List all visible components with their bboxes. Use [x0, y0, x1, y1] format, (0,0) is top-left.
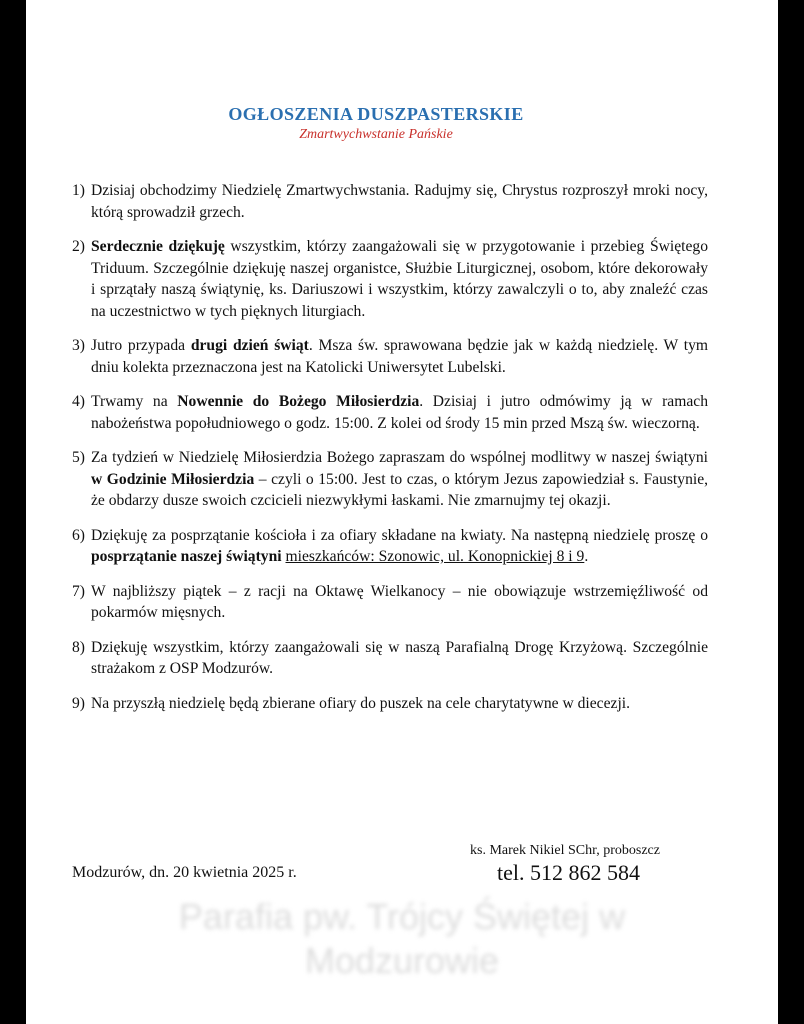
text-segment: Za tydzień w Niedzielę Miłosierdzia Bożego zapraszam do wspólnej modlitwy w naszej świątyni — [91, 449, 708, 466]
announcement-item — [72, 391, 708, 434]
announcement-text — [91, 525, 708, 568]
announcement-text — [91, 335, 708, 378]
phone-number: tel. 512 862 584 — [497, 860, 640, 885]
announcement-number: 4) — [72, 393, 85, 410]
announcement-item — [72, 180, 708, 223]
announcement-number: 2) — [72, 238, 85, 255]
announcement-number: 5) — [72, 449, 85, 466]
text-segment: Dzisiaj obchodzimy Niedzielę Zmartwychwstania. Radujmy się, Chrystus rozproszył mroki nocy, którą sprowadził grzech. — [91, 182, 708, 221]
announcement-item — [72, 335, 708, 378]
watermark-line-1: Parafia pw. Trójcy Świętej w — [178, 896, 626, 937]
text-segment: Trwamy na — [91, 393, 178, 410]
page-subtitle: Zmartwychwstanie Pańskie — [299, 127, 453, 142]
underlined-text: mieszkańców: Szonowic, ul. Konopnickiej 8 i 9 — [285, 548, 585, 565]
signature: ks. Marek Nikiel SChr, proboszcz — [470, 843, 660, 858]
text-segment: Na przyszłą niedzielę będą zbierane ofiary do puszek na cele charytatywne w diecezji. — [91, 694, 631, 712]
text-segment: . — [584, 548, 589, 565]
text-segment: Jutro przypada — [91, 337, 191, 354]
bold-text: w Godzinie Miłosierdzia — [91, 470, 255, 488]
announcement-item — [72, 693, 708, 715]
page-title: OGŁOSZENIA DUSZPASTERSKIE — [228, 104, 524, 124]
announcement-text — [91, 236, 708, 322]
announcement-item — [72, 447, 708, 512]
bold-text: posprzątanie naszej świątyni — [91, 548, 282, 565]
text-segment: . Msza św. sprawowana będzie jak w każdą niedzielę. W tym dniu kolekta przeznaczona jest na Katolicki Uniwersytet Lubelski. — [91, 337, 708, 376]
announcement-text — [91, 637, 708, 680]
bold-text: drugi dzień świąt — [190, 337, 309, 354]
announcement-text — [91, 391, 708, 434]
announcement-item — [72, 581, 708, 624]
text-segment: Dziękuję za posprzątanie kościoła i za ofiary składane na kwiaty. Na następną niedzielę proszę o — [91, 526, 708, 544]
announcement-text — [91, 581, 708, 624]
announcement-number: 9) — [72, 694, 85, 712]
bold-text: Serdecznie dziękuję — [91, 238, 225, 255]
announcement-number: 6) — [72, 526, 85, 544]
bold-text: Nowennie do Bożego Miłosierdzia — [177, 393, 420, 410]
text-segment: . Dzisiaj i jutro odmówimy ją w ramach nabożeństwa popołudniowego o godz. 15:00. Z kolei od środy 15 min przed Mszą św. wieczorną. — [91, 393, 708, 432]
text-segment: – czyli o 15:00. Jest to czas, o którym Jezus zapowiedział s. Faustynie, że obdarzy dusze swoich czcicieli niezwykłymi łaskami. Nie zmarnujmy tej okazji. — [91, 470, 709, 509]
announcement-number: 8) — [72, 638, 85, 656]
announcement-item — [72, 525, 708, 568]
text-segment: Dziękuję wszystkim, którzy zaangażowali się w naszą Parafialną Drogę Krzyżową. Szczególnie strażakom z OSP Modzurów. — [91, 638, 708, 677]
announcement-text — [91, 180, 708, 223]
announcement-number: 3) — [72, 337, 85, 354]
announcement-number: 1) — [72, 182, 85, 199]
place-date: Modzurów, dn. 20 kwietnia 2025 r. — [72, 864, 297, 881]
announcement-number: 7) — [72, 582, 85, 600]
watermark — [0, 895, 804, 983]
announcement-text — [91, 447, 708, 512]
text-segment: W najbliższy piątek – z racji na Oktawę Wielkanocy – nie obowiązuje wstrzemięźliwość od pokarmów mięsnych. — [91, 582, 708, 621]
announcement-text — [91, 693, 708, 715]
announcements-list — [72, 180, 708, 727]
text-segment: wszystkim, którzy zaangażowali się w przygotowanie i przebieg Świętego Triduum. Szczególnie dziękuję naszej organistce, Służbie Liturgicznej, osobom, które dekorowały i sprzątały naszą świątynię, ks. Dariuszowi i wszystkim, którzy zawalczyli o to, aby znaleźć czas na uczestnictwo w tych pięknych liturgiach. — [91, 238, 708, 320]
announcement-item — [72, 637, 708, 680]
watermark-line-2: Modzurowie — [304, 940, 500, 981]
announcement-item — [72, 236, 708, 322]
